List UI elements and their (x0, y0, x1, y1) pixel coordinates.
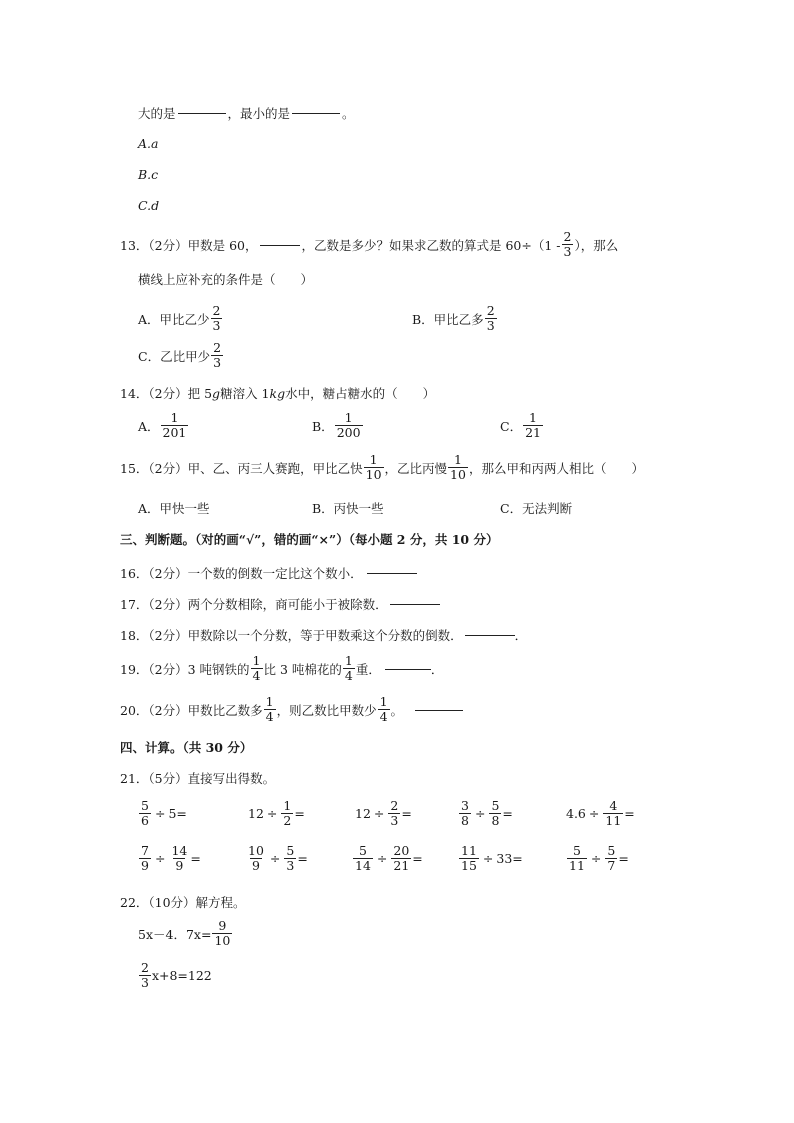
operand: 12 (355, 806, 371, 821)
fraction-numerator: 1 (529, 410, 537, 425)
fraction-numerator: 2 (563, 229, 572, 244)
equation-2 (138, 962, 212, 989)
answer-blank[interactable] (390, 603, 440, 605)
divide-sign: ÷ (269, 851, 281, 866)
fraction-numerator: 2 (141, 960, 149, 975)
operand: 12 (248, 806, 264, 821)
equals-sign: = (618, 851, 629, 866)
q13-option-c[interactable] (138, 342, 224, 369)
fraction-denominator: 7 (607, 857, 616, 873)
fraction (264, 696, 276, 723)
fraction (139, 962, 151, 989)
equals-sign: = (624, 806, 635, 821)
fraction-denominator: 8 (491, 812, 500, 828)
fraction (161, 412, 189, 439)
fraction-denominator: 2 (283, 812, 292, 828)
operand: 33 (496, 851, 513, 866)
fraction-denominator: 11 (569, 857, 585, 873)
fraction-numerator: 20 (393, 843, 410, 858)
q14-option-c[interactable] (500, 412, 544, 439)
fraction-numerator: 2 (213, 340, 222, 355)
fraction-numerator: 1 (252, 653, 261, 668)
fraction-denominator: 8 (461, 812, 469, 828)
answer-blank[interactable] (292, 112, 340, 114)
option-label: A．甲比乙少 (138, 311, 210, 327)
q12-option-c[interactable]: C.d (138, 198, 160, 213)
fraction (485, 305, 497, 332)
answer-blank[interactable] (385, 668, 431, 670)
fraction-numerator: 7 (141, 843, 149, 858)
divide-sign: ÷ (474, 806, 486, 821)
fraction-numerator: 5 (141, 798, 149, 813)
fraction-numerator: 11 (461, 843, 477, 858)
fraction-numerator: 1 (369, 452, 378, 467)
fraction-denominator: 21 (393, 857, 410, 873)
q13-option-b[interactable] (412, 305, 498, 332)
fraction-numerator: 2 (390, 798, 399, 813)
equation-1 (138, 920, 233, 947)
q19-tail: 重． (355, 661, 381, 677)
divide-sign: ÷ (154, 851, 166, 866)
q17-text: 17．（2分）两个分数相除，商可能小于被除数． (120, 597, 388, 612)
operand: 5 (168, 806, 177, 821)
q12-text-b: ，最小的是 (227, 106, 291, 121)
calc-item (566, 800, 635, 827)
fraction-denominator: 4 (344, 667, 353, 683)
fraction-numerator: 5 (286, 843, 295, 858)
fraction (459, 845, 479, 872)
fraction-denominator: 9 (141, 857, 149, 873)
answer-blank[interactable] (465, 634, 515, 636)
fraction-numerator: 9 (218, 918, 227, 933)
fraction (562, 231, 574, 258)
q13-mid: ，乙数是多少？如果求乙数的算式是 60÷（1 - (301, 237, 561, 253)
q16-text: 16．（2分）一个数的倒数一定比这个数小． (120, 566, 363, 581)
q22-title: 22．（10分）解方程。 (120, 895, 246, 910)
operand: 4.6 (566, 806, 586, 821)
fraction (391, 845, 411, 872)
equals-sign: = (297, 851, 308, 866)
unit-g: g (212, 385, 221, 401)
divide-sign: ÷ (376, 851, 388, 866)
fraction (139, 800, 151, 827)
equation-right: x+8=122 (151, 968, 212, 983)
fraction-numerator: 5 (358, 843, 367, 858)
q15-option-a[interactable]: A．甲快一些 (138, 501, 210, 516)
q13-line1 (120, 231, 618, 258)
fraction-numerator: 5 (607, 843, 616, 858)
fraction-denominator: 200 (336, 424, 361, 440)
fraction-numerator: 1 (170, 410, 179, 425)
fraction-numerator: 3 (461, 798, 469, 813)
calc-item (566, 845, 629, 872)
fraction-denominator: 9 (175, 857, 184, 873)
q13-head: 13．（2分）甲数是 60， (120, 237, 258, 253)
fraction-denominator: 10 (365, 466, 382, 482)
equals-sign: = (412, 851, 423, 866)
q16-line (120, 564, 417, 582)
q20-mid: ，则乙数比甲数少 (276, 702, 377, 718)
fraction (353, 845, 373, 872)
fraction-numerator: 2 (212, 303, 221, 318)
option-label: C．乙比甲少 (138, 348, 211, 364)
equation-left: 5x－4．7x= (138, 926, 212, 942)
fraction-denominator: 4 (252, 667, 261, 683)
equals-sign: = (176, 806, 187, 821)
fraction-denominator: 15 (461, 857, 477, 873)
fraction (605, 845, 617, 872)
fraction-denominator: 3 (286, 857, 295, 873)
q17-line (120, 595, 440, 613)
fraction (281, 800, 293, 827)
divide-sign: ÷ (154, 806, 166, 821)
calc-item (352, 845, 423, 872)
fraction (459, 800, 471, 827)
fraction-denominator: 4 (379, 708, 388, 724)
q19-mid: 比 3 吨棉花的 (263, 661, 342, 677)
q14-mid: 糖溶入 1 (220, 386, 270, 401)
answer-blank[interactable] (415, 709, 463, 711)
fraction-denominator: 21 (525, 424, 541, 440)
q14-option-b[interactable] (312, 412, 364, 439)
fraction (335, 412, 363, 439)
divide-sign: ÷ (590, 851, 602, 866)
fraction-denominator: 9 (251, 857, 260, 873)
q18-text: 18．（2分）甲数除以一个分数，等于甲数乘这个分数的倒数． (120, 628, 463, 643)
q20-line (120, 696, 463, 723)
option-label: B． (312, 418, 334, 434)
divide-sign: ÷ (373, 806, 385, 821)
q12-line (138, 104, 355, 122)
divide-sign: ÷ (482, 851, 494, 866)
fraction-denominator: 11 (605, 812, 622, 828)
divide-sign: ÷ (588, 806, 600, 821)
answer-blank[interactable] (178, 112, 226, 114)
q21-title: 21．（5分）直接写出得数。 (120, 771, 276, 786)
fraction-numerator: 5 (491, 798, 500, 813)
fraction-denominator: 4 (265, 708, 274, 724)
fraction-numerator: 1 (344, 653, 353, 668)
fraction-numerator: 14 (171, 843, 188, 858)
fraction (211, 305, 223, 332)
fraction-denominator: 201 (162, 424, 187, 440)
fraction-numerator: 1 (379, 694, 388, 709)
fraction-denominator: 10 (214, 932, 231, 948)
fraction (364, 454, 384, 481)
calc-item (355, 800, 412, 827)
q14-line (120, 384, 435, 402)
calc-item (138, 800, 187, 827)
fraction-denominator: 3 (212, 317, 221, 333)
q12-text-c: 。 (342, 106, 355, 121)
q18-end: ． (514, 628, 528, 643)
fraction (489, 800, 501, 827)
fraction-numerator: 4 (609, 798, 618, 813)
q18-line (120, 626, 527, 644)
equals-sign: = (401, 806, 412, 821)
q15-option-c[interactable]: C．无法判断 (500, 501, 573, 516)
fraction-denominator: 6 (141, 812, 149, 828)
q12-text-a: 大的是 (138, 106, 176, 121)
fraction-numerator: 1 (265, 694, 274, 709)
fraction-denominator: 3 (390, 812, 399, 828)
fraction (388, 800, 400, 827)
fraction (523, 412, 543, 439)
calc-item (245, 845, 308, 872)
calc-item (248, 800, 305, 827)
fraction-numerator: 10 (248, 843, 264, 858)
q14-head: 14．（2分）把 5 (120, 386, 213, 401)
equals-sign: = (512, 851, 523, 866)
q12-option-b[interactable]: B.c (138, 167, 159, 182)
section-4-heading: 四、计算。（共 30 分） (120, 740, 253, 755)
q14-option-a[interactable] (138, 412, 189, 439)
q15-tail: ，那么甲和丙两人相比（ ） (468, 460, 644, 476)
fraction-denominator: 3 (563, 243, 572, 259)
q15-mid: ，乙比丙慢 (384, 460, 448, 476)
q20-tail: 。 (390, 702, 404, 718)
fraction-numerator: 1 (344, 410, 353, 425)
q13-option-a[interactable] (138, 305, 223, 332)
equals-sign: = (294, 806, 305, 821)
fraction (169, 845, 189, 872)
unit-kg: kg (269, 385, 286, 401)
fraction (343, 655, 355, 682)
q19-head: 19．（2分）3 吨钢铁的 (120, 661, 250, 677)
fraction (603, 800, 623, 827)
fraction-denominator: 3 (141, 974, 149, 990)
fraction (139, 845, 151, 872)
answer-blank[interactable] (260, 244, 300, 246)
q13-line2: 横线上应补充的条件是（ ） (138, 272, 314, 287)
divide-sign: ÷ (266, 806, 278, 821)
fraction-denominator: 10 (450, 466, 466, 482)
equals-sign: = (502, 806, 513, 821)
calc-item (458, 800, 513, 827)
q15-option-b[interactable]: B．丙快一些 (312, 501, 384, 516)
answer-blank[interactable] (367, 572, 417, 574)
q15-line (120, 454, 644, 481)
option-label: C． (500, 418, 523, 434)
fraction (251, 655, 263, 682)
fraction-denominator: 3 (213, 354, 222, 370)
option-label: A． (138, 418, 160, 434)
fraction-numerator: 1 (283, 798, 292, 813)
fraction-numerator: 2 (486, 303, 495, 318)
q15-head: 15．（2分）甲、乙、丙三人赛跑，甲比乙快 (120, 460, 363, 476)
q13-tail: ），那么 (574, 237, 619, 253)
fraction-numerator: 5 (572, 843, 581, 858)
fraction (448, 454, 468, 481)
equals-sign: = (190, 851, 201, 866)
q12-option-a[interactable]: A.a (138, 136, 159, 151)
calc-item (458, 845, 523, 872)
fraction (567, 845, 587, 872)
calc-item (138, 845, 201, 872)
q14-tail: 水中，糖占糖水的（ ） (285, 386, 436, 401)
fraction (284, 845, 296, 872)
option-label: B．甲比乙多 (412, 311, 484, 327)
fraction-numerator: 1 (454, 452, 462, 467)
fraction (246, 845, 266, 872)
section-3-heading: 三、判断题。（对的画“√”，错的画“×”）（每小题 2 分，共 10 分） (120, 532, 499, 547)
fraction-denominator: 3 (486, 317, 495, 333)
q19-end: ． (430, 661, 444, 677)
fraction-denominator: 14 (355, 857, 371, 873)
fraction (211, 342, 223, 369)
q19-line (120, 655, 443, 682)
fraction (212, 920, 232, 947)
q20-head: 20．（2分）甲数比乙数多 (120, 702, 263, 718)
fraction (378, 696, 390, 723)
